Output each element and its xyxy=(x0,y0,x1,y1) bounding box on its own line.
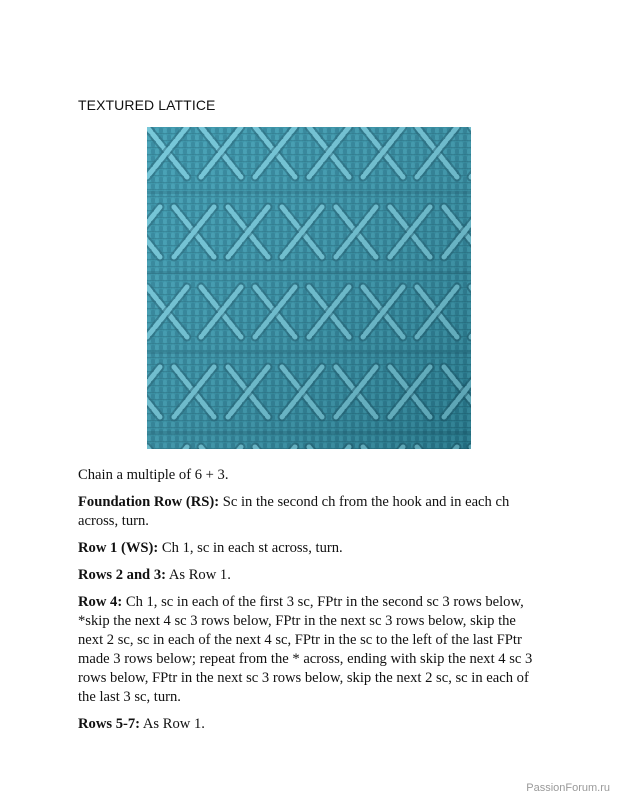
paragraph-foundation-row: Foundation Row (RS): Sc in the second ch from the hook and in each ch across, turn. xyxy=(78,494,510,529)
pattern-instructions xyxy=(78,466,544,742)
paragraph-row-4: Row 4: Ch 1, sc in each of the first 3 sc, FPtr in the second sc 3 rows below, *skip the next 4 sc 3 rows below, FPtr in the next sc 3 rows below, skip the next 2 sc, sc in each of the next 4 sc, FPtr in the sc to the left of the last FPtr made 3 rows below; repeat from the * across, ending with skip the next 4 sc 3 rows below, FPtr in the next sc 3 rows below, skip the next 2 sc, sc in each of the last 3 sc, turn. xyxy=(78,594,533,705)
page-title: TEXTURED LATTICE xyxy=(78,97,216,113)
paragraph-chain: Chain a multiple of 6 + 3. xyxy=(78,467,229,483)
paragraph-rows-2-3: Rows 2 and 3: As Row 1. xyxy=(78,567,231,583)
crochet-swatch-photo xyxy=(147,127,471,449)
paragraph-row-1: Row 1 (WS): Ch 1, sc in each st across, turn. xyxy=(78,540,343,556)
watermark-text: PassionForum.ru xyxy=(526,782,610,794)
paragraph-rows-5-7: Rows 5-7: As Row 1. xyxy=(78,716,205,732)
